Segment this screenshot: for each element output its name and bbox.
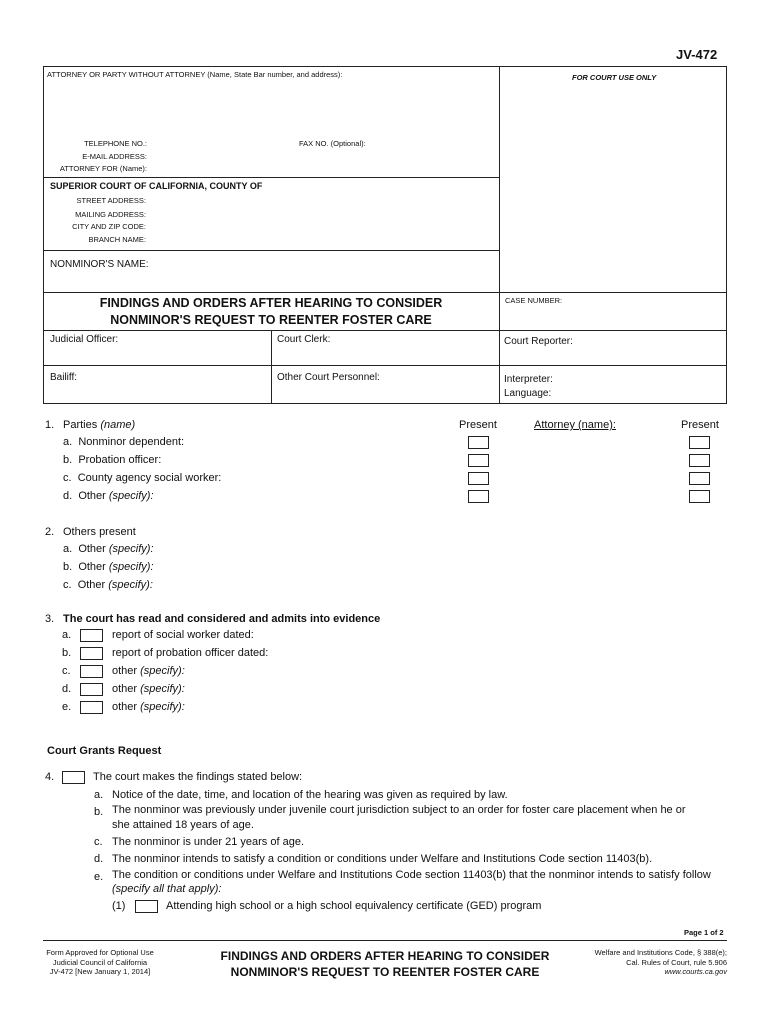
evidence-item-b: report of probation officer dated: bbox=[112, 647, 269, 659]
section1-number: 1. bbox=[45, 419, 55, 431]
condition-1-text: Attending high school or a high school equivalency certificate (GED) program bbox=[166, 900, 542, 912]
evidence-letter-b: b. bbox=[62, 647, 72, 659]
others-item-c: c. Other (specify): bbox=[63, 579, 153, 591]
language-label: Language: bbox=[504, 388, 552, 399]
evidence-item-a: report of social worker dated: bbox=[112, 629, 254, 641]
form-number: JV-472 bbox=[676, 47, 718, 62]
finding-letter-c: c. bbox=[94, 836, 103, 848]
attorney-present-checkbox-b[interactable] bbox=[689, 454, 710, 467]
branch-name-label: BRANCH NAME: bbox=[88, 235, 146, 244]
footer-title-line2: NONMINOR'S REQUEST TO REENTER FOSTER CARE bbox=[230, 965, 540, 979]
footer-right bbox=[560, 948, 727, 977]
party-item-a: a. Nonminor dependent: bbox=[63, 436, 185, 448]
finding-e-line1: The condition or conditions under Welfare and Institutions Code section 11403(b) that the nonminor intends to satisfy follow bbox=[112, 869, 711, 881]
email-label: E-MAIL ADDRESS: bbox=[82, 152, 147, 161]
fax-label: FAX NO. (Optional): bbox=[299, 139, 366, 148]
evidence-checkbox-b[interactable] bbox=[80, 647, 103, 660]
attorney-present-checkbox-d[interactable] bbox=[689, 490, 710, 503]
evidence-item-e: other (specify): bbox=[112, 701, 185, 713]
finding-d: The nonminor intends to satisfy a condition or conditions under Welfare and Institutions Code section 11403(b). bbox=[112, 853, 653, 865]
city-zip-label: CITY AND ZIP CODE: bbox=[72, 222, 146, 231]
evidence-letter-a: a. bbox=[62, 629, 72, 641]
section2-label: Others present bbox=[63, 526, 136, 538]
footer-left bbox=[35, 948, 165, 977]
court-use-label: FOR COURT USE ONLY bbox=[572, 73, 657, 82]
form-title-line2: NONMINOR'S REQUEST TO REENTER FOSTER CARE bbox=[110, 313, 432, 327]
finding-letter-a: a. bbox=[94, 789, 104, 801]
footer-council: Judicial Council of California bbox=[52, 957, 148, 967]
finding-c: The nonminor is under 21 years of age. bbox=[112, 836, 305, 848]
present-header: Present bbox=[459, 419, 497, 431]
mailing-address-label: MAILING ADDRESS: bbox=[75, 210, 146, 219]
court-title: SUPERIOR COURT OF CALIFORNIA, COUNTY OF bbox=[50, 181, 263, 191]
page-number: Page 1 of 2 bbox=[684, 928, 724, 937]
finding-letter-b: b. bbox=[94, 806, 104, 818]
footer-approval: Form Approved for Optional Use bbox=[46, 948, 154, 957]
evidence-checkbox-a[interactable] bbox=[80, 629, 103, 642]
evidence-item-d: other (specify): bbox=[112, 683, 185, 695]
finding-b-line1: The nonminor was previously under juvenile court jurisdiction subject to an order for foster care placement when he or bbox=[112, 804, 686, 816]
attorney-present-checkbox-c[interactable] bbox=[689, 472, 710, 485]
footer-rule-ref: Cal. Rules of Court, rule 5.906 bbox=[626, 957, 727, 967]
evidence-checkbox-c[interactable] bbox=[80, 665, 103, 678]
section4-number: 4. bbox=[45, 771, 55, 783]
telephone-label: TELEPHONE NO.: bbox=[84, 139, 147, 148]
section1-label: Parties (name) bbox=[63, 419, 136, 431]
form-title-line1: FINDINGS AND ORDERS AFTER HEARING TO CONSIDER bbox=[99, 296, 443, 310]
officers-grid bbox=[43, 330, 727, 404]
evidence-letter-d: d. bbox=[62, 683, 72, 695]
present-checkbox-a[interactable] bbox=[468, 436, 489, 449]
condition-1-number: (1) bbox=[112, 900, 126, 912]
court-clerk-label: Court Clerk: bbox=[277, 334, 331, 345]
party-item-b: b. Probation officer: bbox=[63, 454, 162, 466]
bailiff-label: Bailiff: bbox=[50, 372, 78, 383]
party-item-d: d. Other (specify): bbox=[63, 490, 154, 502]
condition-1-checkbox[interactable] bbox=[135, 900, 158, 913]
other-personnel-label: Other Court Personnel: bbox=[277, 372, 380, 383]
section4-label: The court makes the findings stated below: bbox=[93, 771, 303, 783]
footer-title-line1: FINDINGS AND ORDERS AFTER HEARING TO CONSIDER bbox=[220, 949, 550, 963]
footer-website-link[interactable]: www.courts.ca.gov bbox=[664, 967, 727, 976]
findings-checkbox[interactable] bbox=[62, 771, 85, 784]
finding-letter-d: d. bbox=[94, 853, 104, 865]
evidence-checkbox-e[interactable] bbox=[80, 701, 103, 714]
present-checkbox-c[interactable] bbox=[468, 472, 489, 485]
attorney-for-label: ATTORNEY FOR (Name): bbox=[59, 164, 147, 173]
present-checkbox-d[interactable] bbox=[468, 490, 489, 503]
others-item-a: a. Other (specify): bbox=[63, 543, 154, 555]
evidence-letter-e: e. bbox=[62, 701, 72, 713]
section2-number: 2. bbox=[45, 526, 55, 538]
present-checkbox-b[interactable] bbox=[468, 454, 489, 467]
party-item-c: c. County agency social worker: bbox=[63, 472, 222, 484]
evidence-item-c: other (specify): bbox=[112, 665, 185, 677]
section3-number: 3. bbox=[45, 613, 55, 625]
judicial-officer-label: Judicial Officer: bbox=[50, 334, 119, 345]
section3-label: The court has read and considered and admits into evidence bbox=[63, 613, 381, 625]
attorney-label: ATTORNEY OR PARTY WITHOUT ATTORNEY (Name, State Bar number, and address): bbox=[47, 70, 343, 79]
attorney-header: Attorney (name): bbox=[534, 419, 616, 431]
footer-form-id: JV-472 [New January 1, 2014] bbox=[49, 967, 151, 976]
others-item-b: b. Other (specify): bbox=[63, 561, 154, 573]
finding-letter-e: e. bbox=[94, 871, 104, 883]
present-header-2: Present bbox=[681, 419, 719, 431]
evidence-letter-c: c. bbox=[62, 665, 71, 677]
attorney-present-checkbox-a[interactable] bbox=[689, 436, 710, 449]
court-reporter-label: Court Reporter: bbox=[504, 336, 573, 347]
footer-code-ref: Welfare and Institutions Code, § 388(e); bbox=[594, 948, 727, 957]
interpreter-label: Interpreter: bbox=[504, 374, 553, 385]
grants-heading: Court Grants Request bbox=[47, 745, 162, 757]
street-address-label: STREET ADDRESS: bbox=[76, 196, 146, 205]
finding-b-line2: she attained 18 years of age. bbox=[112, 819, 254, 831]
finding-a: Notice of the date, time, and location of the hearing was given as required by law. bbox=[112, 789, 508, 801]
finding-e-line2: (specify all that apply): bbox=[112, 883, 222, 895]
nonminor-name-label: NONMINOR'S NAME: bbox=[50, 259, 149, 270]
case-number-label: CASE NUMBER: bbox=[505, 296, 563, 305]
evidence-checkbox-d[interactable] bbox=[80, 683, 103, 696]
